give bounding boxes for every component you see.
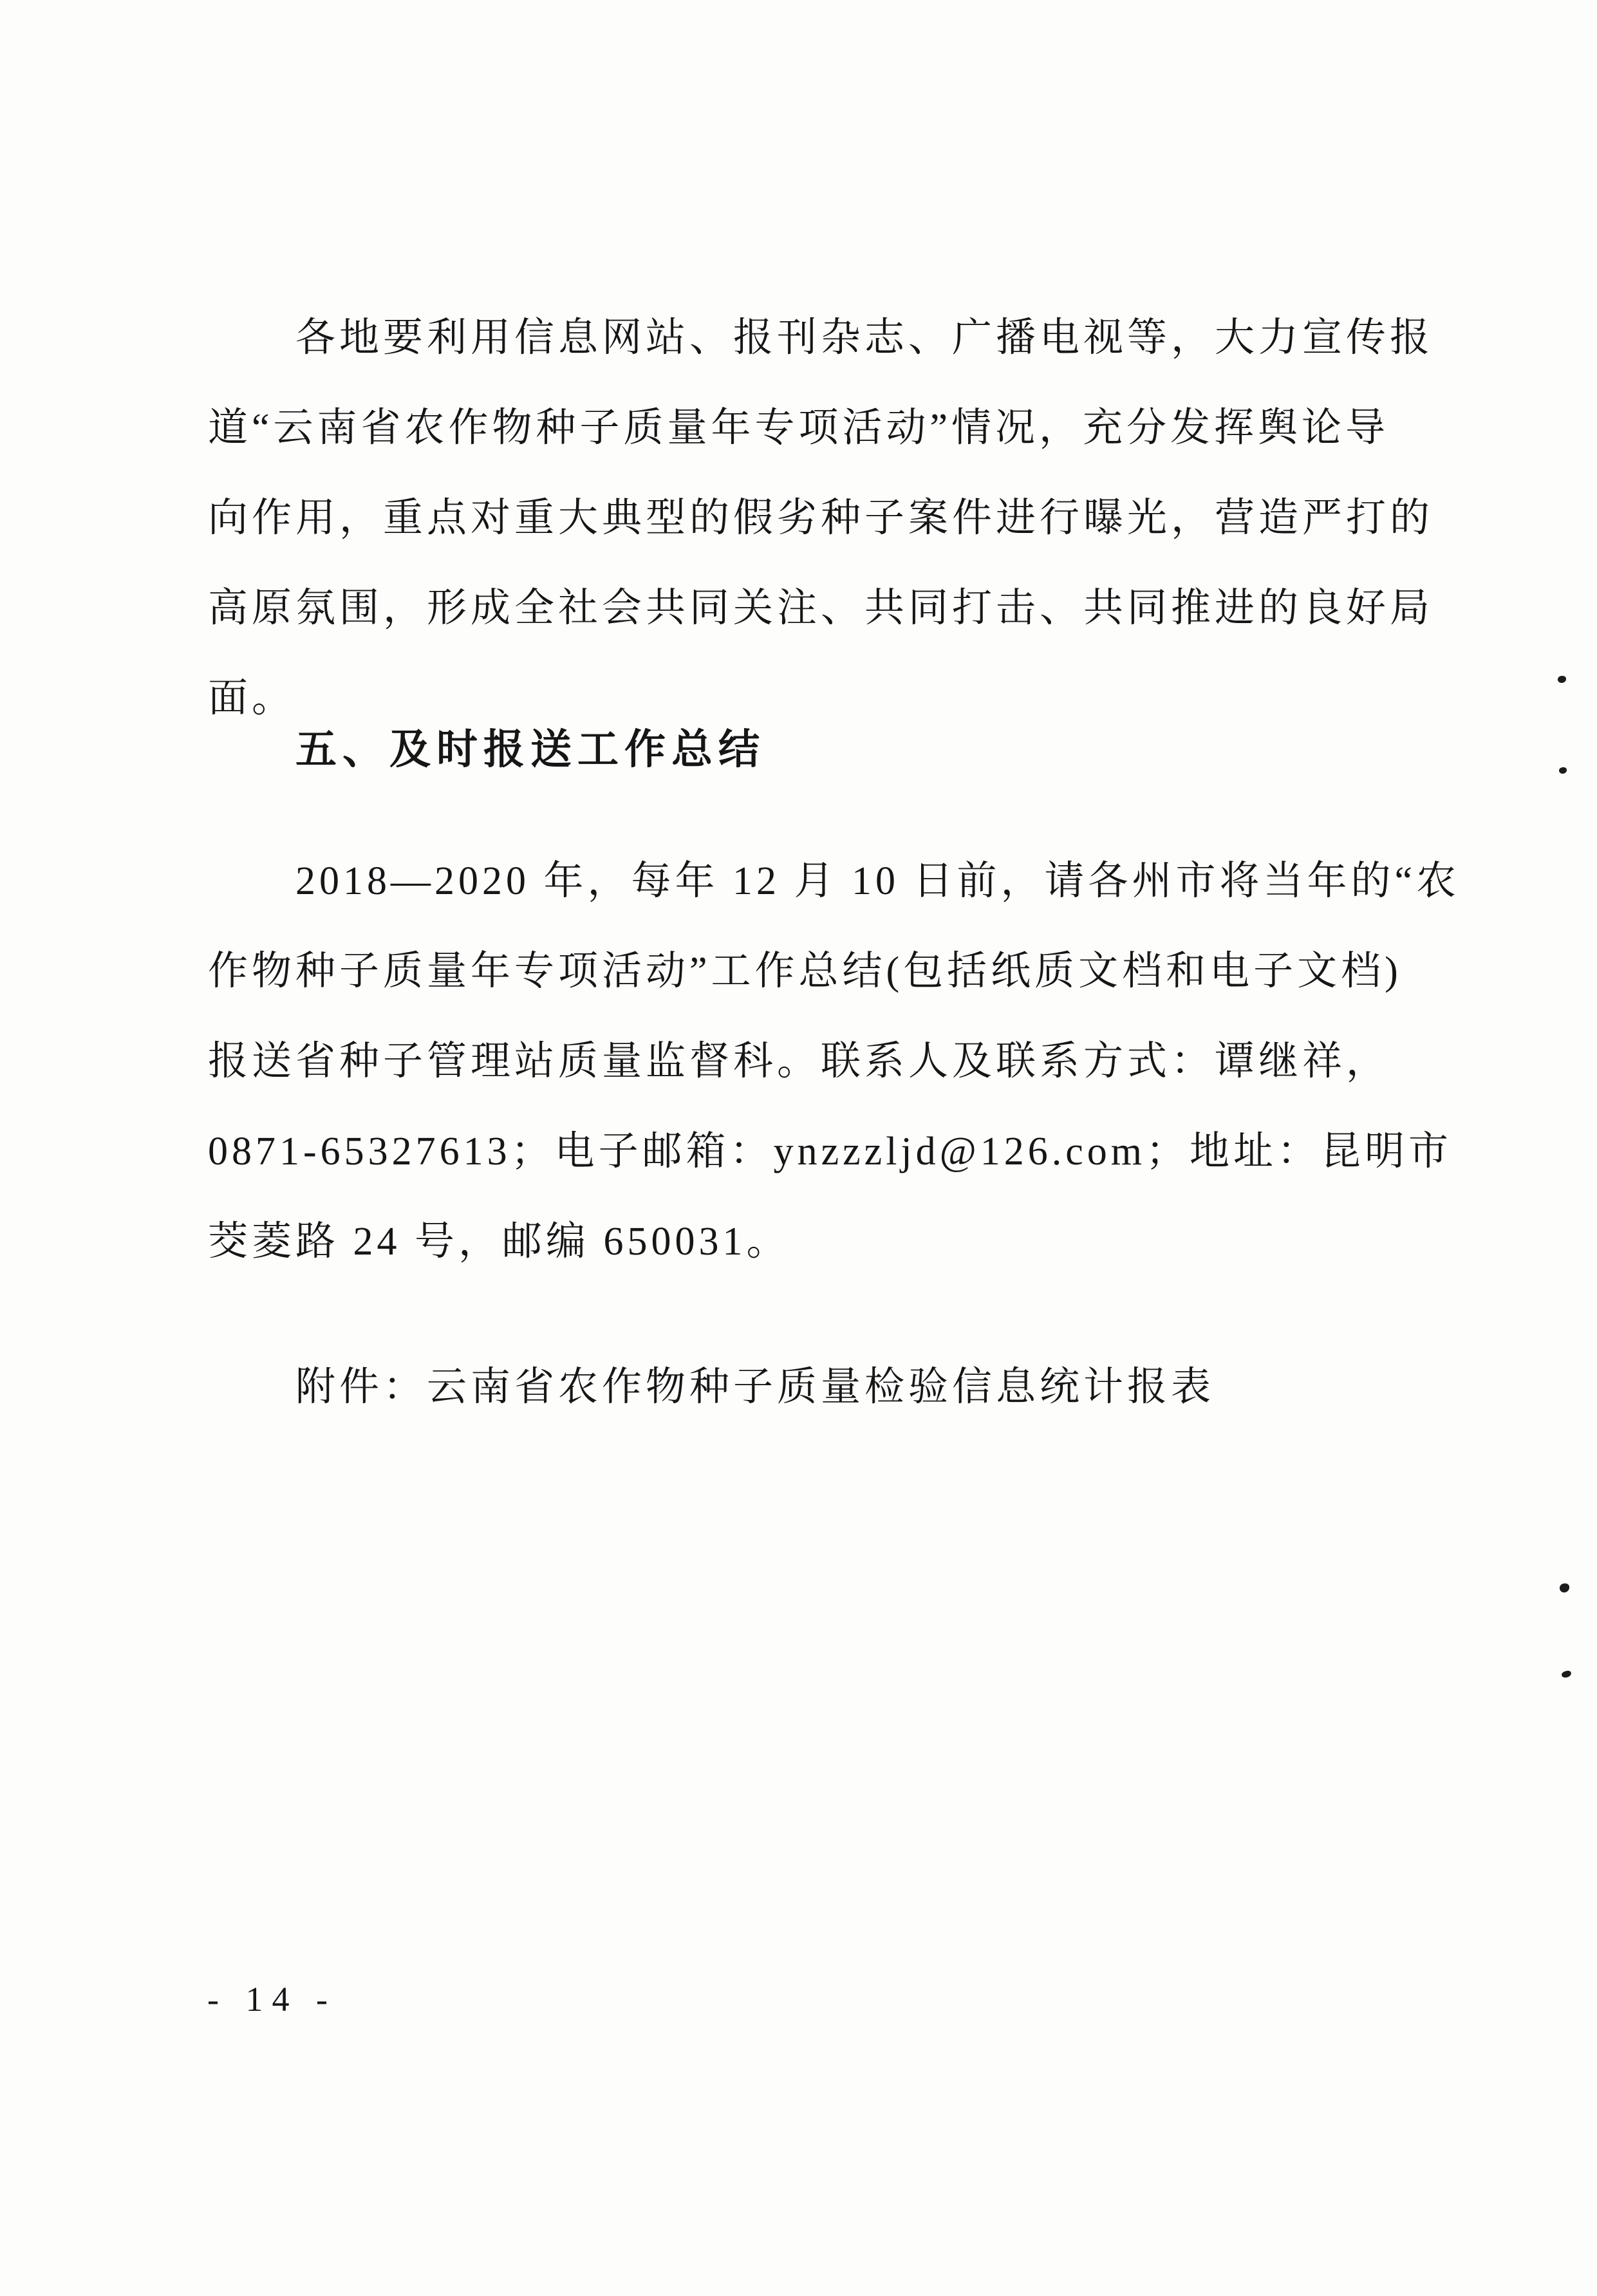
paragraph2-line2: 作物种子质量年专项活动”工作总结(包括纸质文档和电子文档)	[208, 949, 1402, 993]
paragraph1-line1: 各地要利用信息网站、报刊杂志、广播电视等，大力宣传报	[295, 316, 1434, 360]
paragraph1-line4: 高原氛围，形成全社会共同关注、共同打击、共同推进的良好局	[208, 586, 1434, 630]
paragraph2-line1: 2018—2020 年，每年 12 月 10 日前，请各州市将当年的“农	[295, 859, 1461, 903]
scan-speck	[1560, 1583, 1569, 1592]
paragraph1-line5: 面。	[208, 677, 296, 720]
paragraph1-line2: 道“云南省农作物种子质量年专项活动”情况，充分发挥舆论导	[208, 406, 1390, 450]
attachment-line: 附件：云南省农作物种子质量检验信息统计报表	[295, 1365, 1215, 1409]
scan-speck	[1558, 676, 1566, 683]
section-heading: 五、及时报送工作总结	[295, 726, 765, 774]
page-number: - 14 -	[207, 1980, 337, 2019]
paragraph2-line4: 0871-65327613；电子邮箱：ynzzzljd@126.com；地址：昆明市	[208, 1130, 1452, 1173]
scan-speck	[1559, 767, 1567, 774]
paragraph1-line3: 向作用，重点对重大典型的假劣种子案件进行曝光，营造严打的	[208, 496, 1434, 540]
paragraph2-line3: 报送省种子管理站质量监督科。联系人及联系方式：谭继祥，	[208, 1040, 1390, 1083]
document-body	[208, 293, 1461, 1432]
paragraph2-line5: 茭菱路 24 号，邮编 650031。	[208, 1220, 790, 1264]
scan-speck	[1561, 1670, 1572, 1679]
